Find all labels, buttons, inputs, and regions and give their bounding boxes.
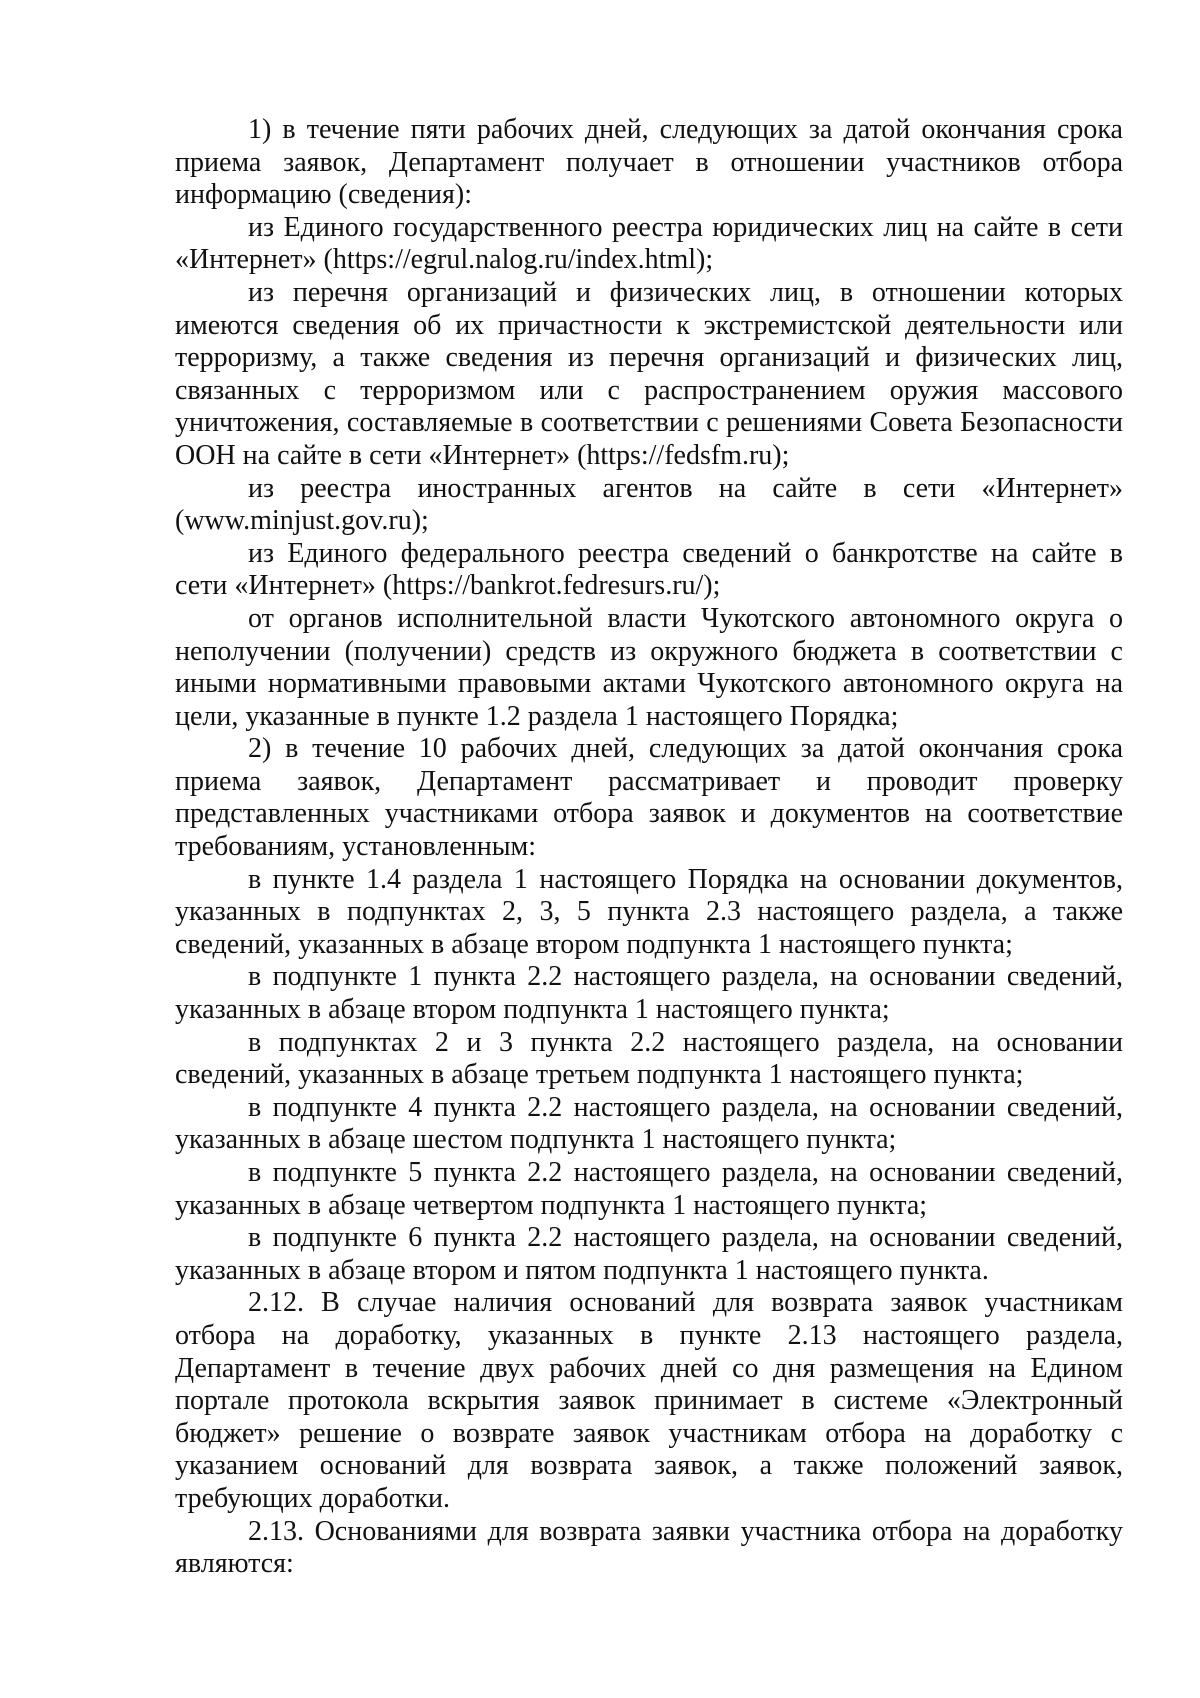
paragraph-subitem-2-review: 2) в течение 10 рабочих дней, следующих за датой окончания срока приема заявок, Департамент рассматривает и проводит проверку представленных участниками отбора заявок и документов на соответствие требованиям, установленным: [175,733,1123,863]
paragraph-subitem-2-2-6: в подпункте 6 пункта 2.2 настоящего раздела, на основании сведений, указанных в абзаце втором и пятом подпункта 1 настоящего пункта. [175,1222,1123,1286]
paragraph-section-2-12: 2.12. В случае наличия оснований для возврата заявок участникам отбора на доработку, указанных в пункте 2.13 настоящего раздела, Департамент в течение двух рабочих дней со дня размещения на Едином портале протокола вскрытия заявок принимает в системе «Электронный бюджет» решение о возврате заявок участникам отбора на доработку с указанием оснований для возврата заявок, а также положений заявок, требующих доработки. [175,1287,1123,1514]
paragraph-egrul: из Единого государственного реестра юридических лиц на сайте в сети «Интернет» (https://egrul.nalog.ru/index.html); [175,211,1123,276]
paragraph-subitem-1-data-sources: 1) в течение пяти рабочих дней, следующих за датой окончания срока приема заявок, Департамент получает в отношении участников отбора информацию (сведения): [175,114,1123,211]
paragraph-subitem-2-2-4: в подпункте 4 пункта 2.2 настоящего раздела, на основании сведений, указанных в абзаце шестом подпункта 1 настоящего пункта; [175,1091,1123,1156]
paragraph-foreign-agents: из реестра иностранных агентов на сайте в сети «Интернет» (www.minjust.gov.ru); [175,472,1123,537]
paragraph-item-1-4: в пункте 1.4 раздела 1 настоящего Порядка на основании документов, указанных в подпунктах 2, 3, 5 пункта 2.3 настоящего раздела, а также сведений, указанных в абзаце втором подпункта 1 настоящего пункта; [175,863,1123,960]
document-page [175,114,1123,1581]
paragraph-extremism-list: из перечня организаций и физических лиц, в отношении которых имеются сведения об их причастности к экстремистской деятельности или терроризму, а также сведения из перечня организаций и физических лиц, связанных с терроризмом или с распространением оружия массового уничтожения, составляемые в соответствии с решениями Совета Безопасности ООН на сайте в сети «Интернет» (https://fedsfm.ru); [175,276,1123,471]
paragraph-subitem-2-2-1: в подпункте 1 пункта 2.2 настоящего раздела, на основании сведений, указанных в абзаце втором подпункта 1 настоящего пункта; [175,961,1123,1026]
paragraph-bankruptcy-registry: из Единого федерального реестра сведений о банкротстве на сайте в сети «Интернет» (https://bankrot.fedresurs.ru/); [175,537,1123,602]
paragraph-subitems-2-2-2-3: в подпунктах 2 и 3 пункта 2.2 настоящего раздела, на основании сведений, указанных в абзаце третьем подпункта 1 настоящего пункта; [175,1026,1123,1091]
paragraph-section-2-13: 2.13. Основаниями для возврата заявки участника отбора на доработку являются: [175,1515,1123,1580]
paragraph-subitem-2-2-5: в подпункте 5 пункта 2.2 настоящего раздела, на основании сведений, указанных в абзаце четвертом подпункта 1 настоящего пункта; [175,1157,1123,1221]
paragraph-executive-bodies: от органов исполнительной власти Чукотского автономного округа о неполучении (получении) средств из окружного бюджета в соответствии с иными нормативными правовыми актами Чукотского автономного округа на цели, указанные в пункте 1.2 раздела 1 настоящего Порядка; [175,602,1123,732]
